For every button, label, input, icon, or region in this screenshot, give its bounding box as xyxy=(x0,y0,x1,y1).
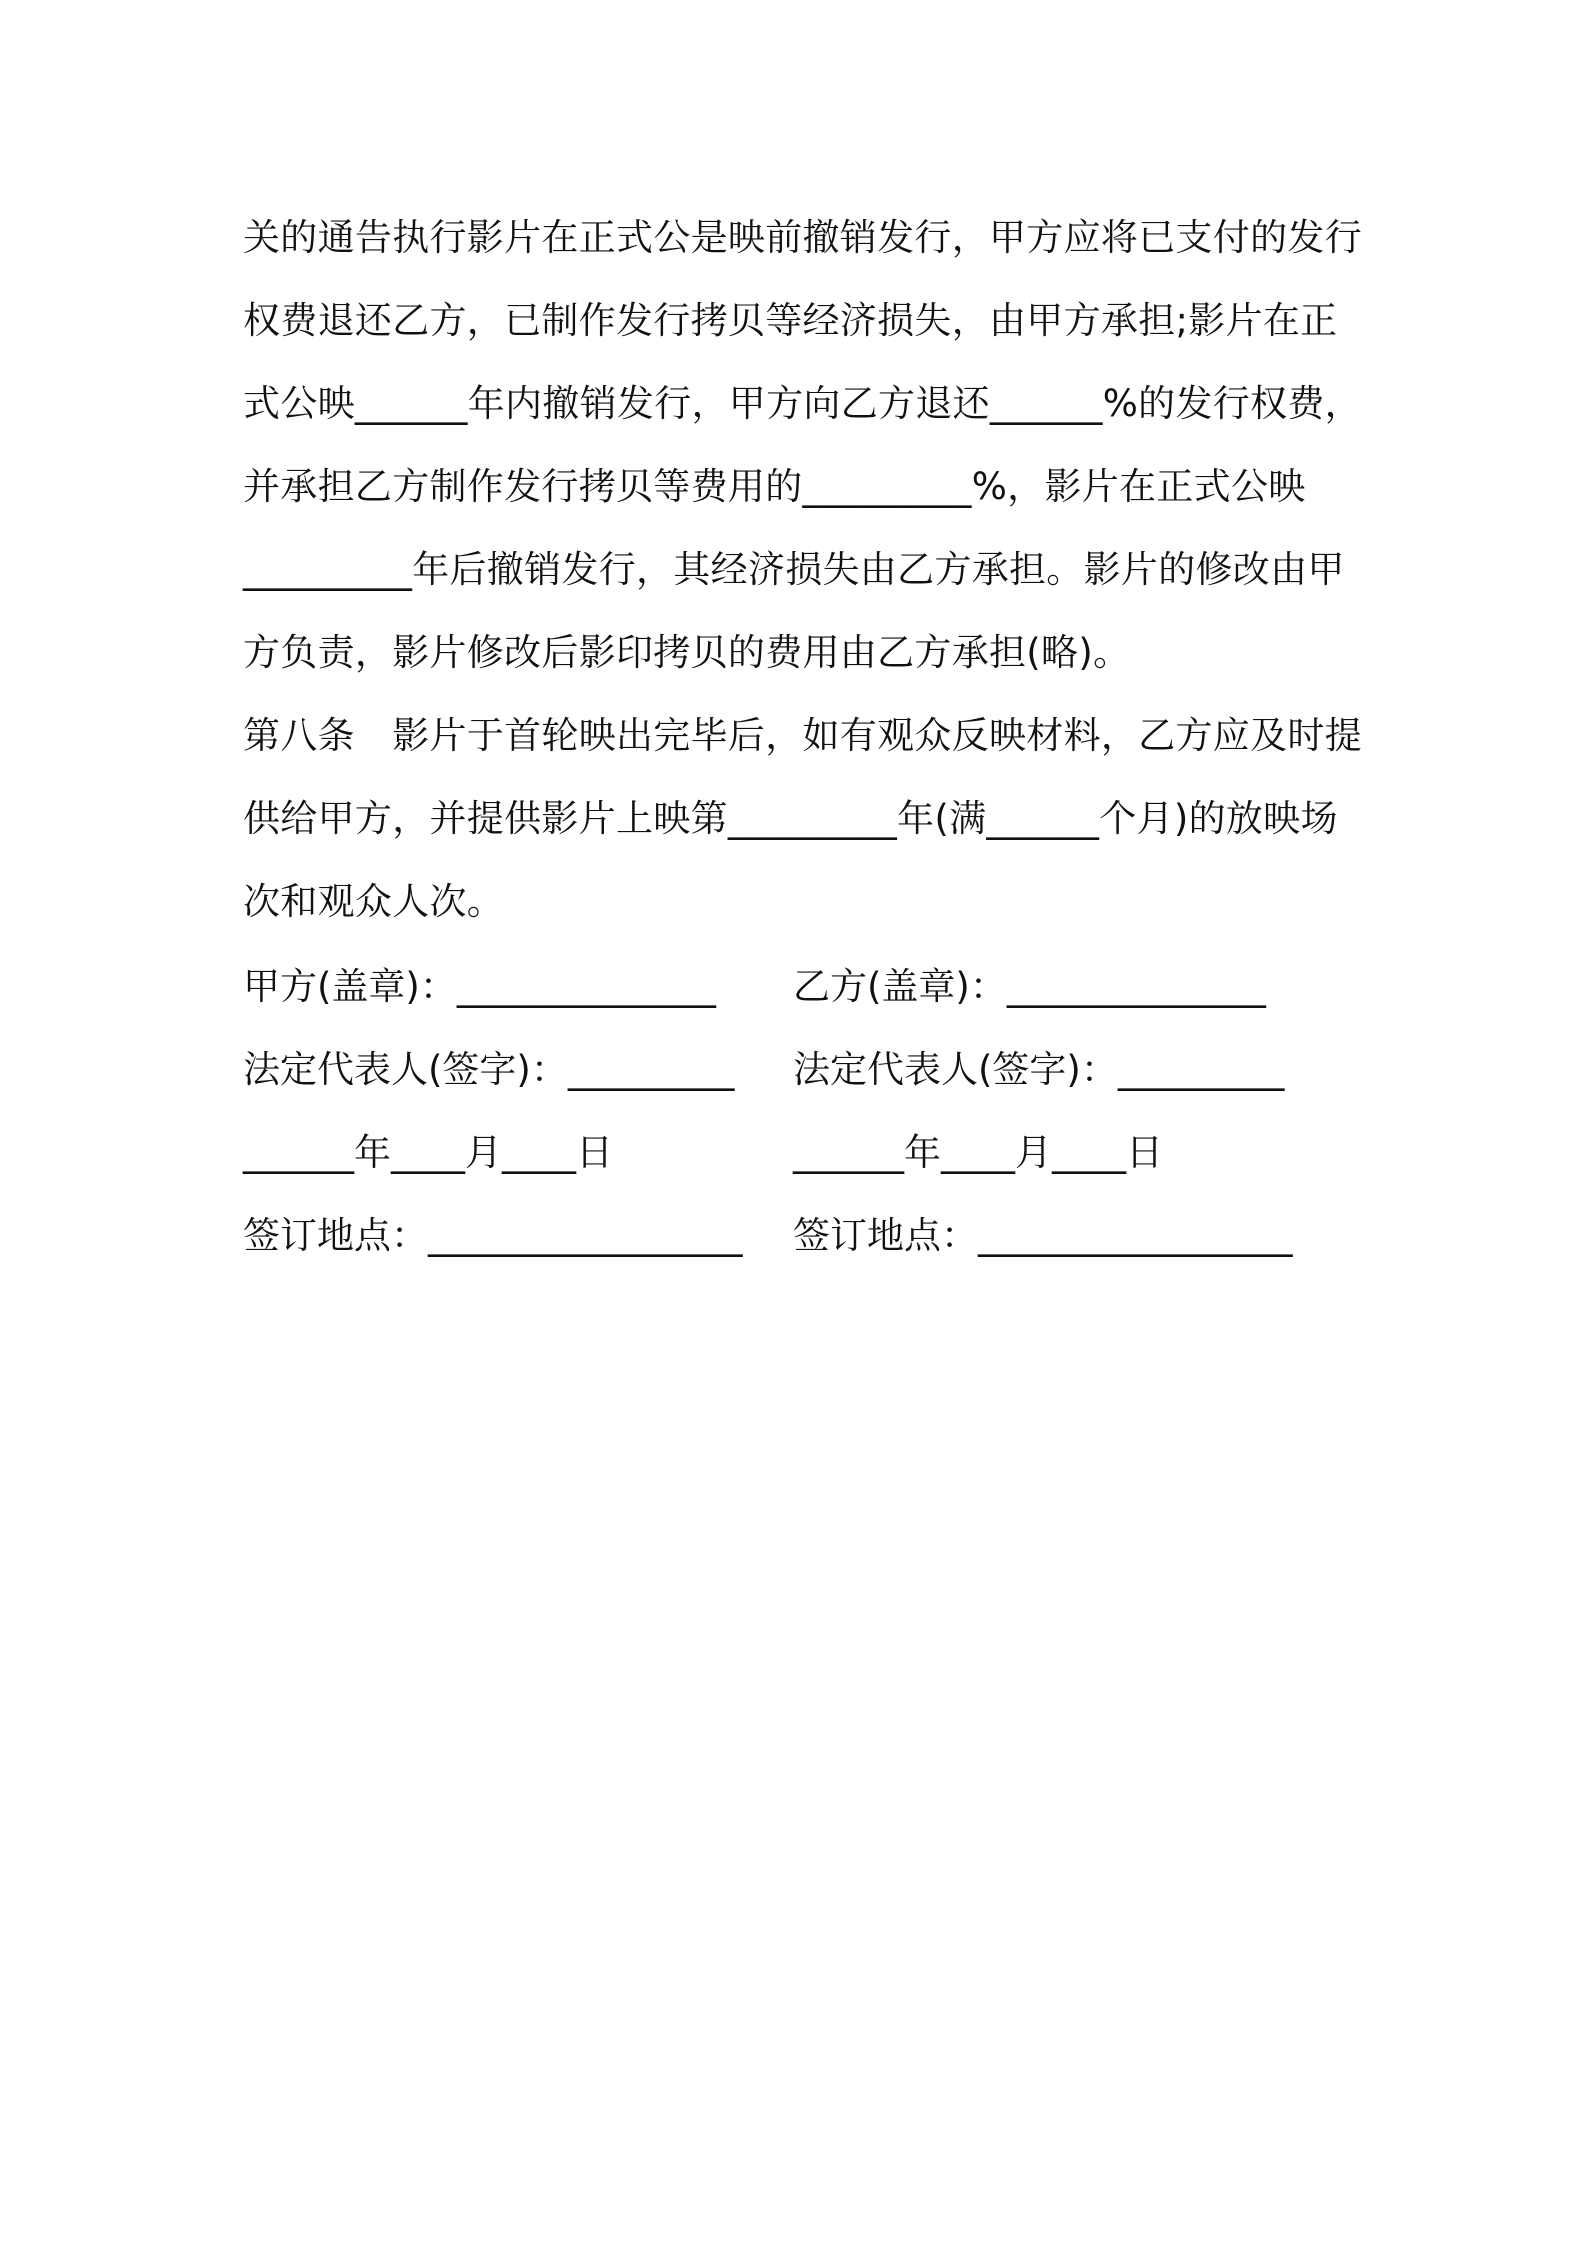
text-line-4: 并承担乙方制作发行拷贝等费用的_________%，影片在正式公映 xyxy=(243,465,1306,508)
text-line-7: 第八条 影片于首轮映出完毕后，如有观众反映材料，乙方应及时提 xyxy=(243,714,1362,757)
party-a-date-field: ______年____月____日 xyxy=(243,1131,613,1174)
party-b-seal-field: 乙方(盖章)：______________ xyxy=(793,965,1266,1008)
place-row xyxy=(243,1194,1383,1277)
seal-row xyxy=(243,945,1383,1028)
party-b-date-field: ______年____月____日 xyxy=(793,1131,1163,1174)
text-line-6: 方负责，影片修改后影印拷贝的费用由乙方承担(略)。 xyxy=(243,631,1131,674)
party-b-place-field: 签订地点：_________________ xyxy=(793,1214,1293,1257)
party-b-representative-field: 法定代表人(签字)：_________ xyxy=(793,1048,1285,1091)
party-a-place-field: 签订地点：_________________ xyxy=(243,1214,743,1257)
date-row xyxy=(243,1111,1383,1194)
signature-block xyxy=(243,945,1383,1277)
representative-row xyxy=(243,1028,1383,1111)
party-a-representative-field: 法定代表人(签字)：_________ xyxy=(243,1048,735,1091)
clause-text xyxy=(243,196,1383,943)
text-line-9: 次和观众人次。 xyxy=(243,880,505,923)
text-line-1: 关的通告执行影片在正式公是映前撤销发行，甲方应将已支付的发行 xyxy=(243,216,1362,259)
party-a-seal-field: 甲方(盖章)：______________ xyxy=(243,965,716,1008)
text-line-8: 供给甲方，并提供影片上映第_________年(满______个月)的放映场 xyxy=(243,797,1338,840)
text-line-5: _________年后撤销发行，其经济损失由乙方承担。影片的修改由甲 xyxy=(243,548,1345,591)
text-line-2: 权费退还乙方，已制作发行拷贝等经济损失，由甲方承担;影片在正 xyxy=(243,299,1338,342)
text-line-3: 式公映______年内撤销发行，甲方向乙方退还______%的发行权费， xyxy=(243,382,1362,425)
